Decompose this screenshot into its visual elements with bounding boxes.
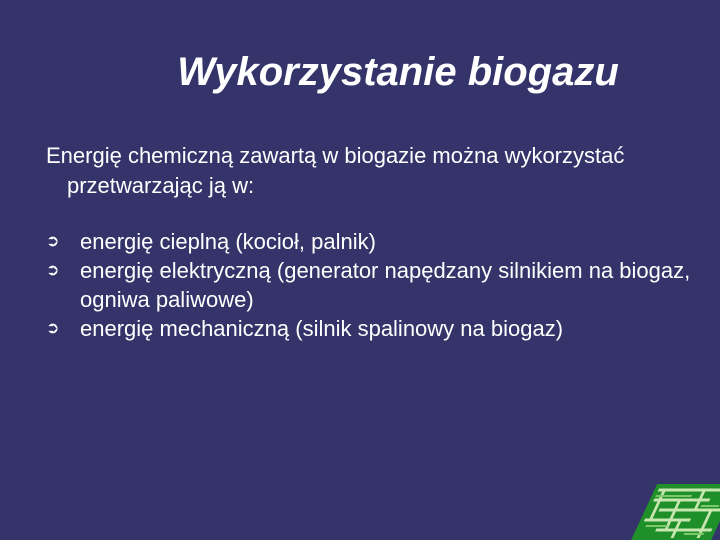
bullet-list	[46, 227, 720, 343]
intro-line-2: przetwarzając ją w:	[67, 173, 255, 198]
arrow-bullet-icon: ➲	[46, 320, 60, 337]
intro-line-1: Energię chemiczną zawartą w biogazie można wykorzystać	[46, 143, 625, 168]
intro-text	[46, 141, 706, 201]
bullet-text: energię elektryczną (generator napędzany silnikiem na biogaz,	[80, 258, 691, 283]
arrow-bullet-icon: ➲	[46, 233, 60, 250]
bullet-text-continued: ogniwa paliwowe)	[80, 287, 254, 312]
maze-icon	[620, 478, 720, 540]
bullet-item-electric	[46, 256, 720, 314]
bullet-text: energię cieplną (kocioł, palnik)	[80, 229, 376, 254]
bullet-item-mechanical	[46, 314, 720, 343]
arrow-bullet-icon: ➲	[46, 262, 60, 279]
bullet-item-heat	[46, 227, 720, 256]
bullet-text: energię mechaniczną (silnik spalinowy na biogaz)	[80, 316, 564, 341]
slide-title: Wykorzystanie biogazu	[177, 50, 619, 94]
